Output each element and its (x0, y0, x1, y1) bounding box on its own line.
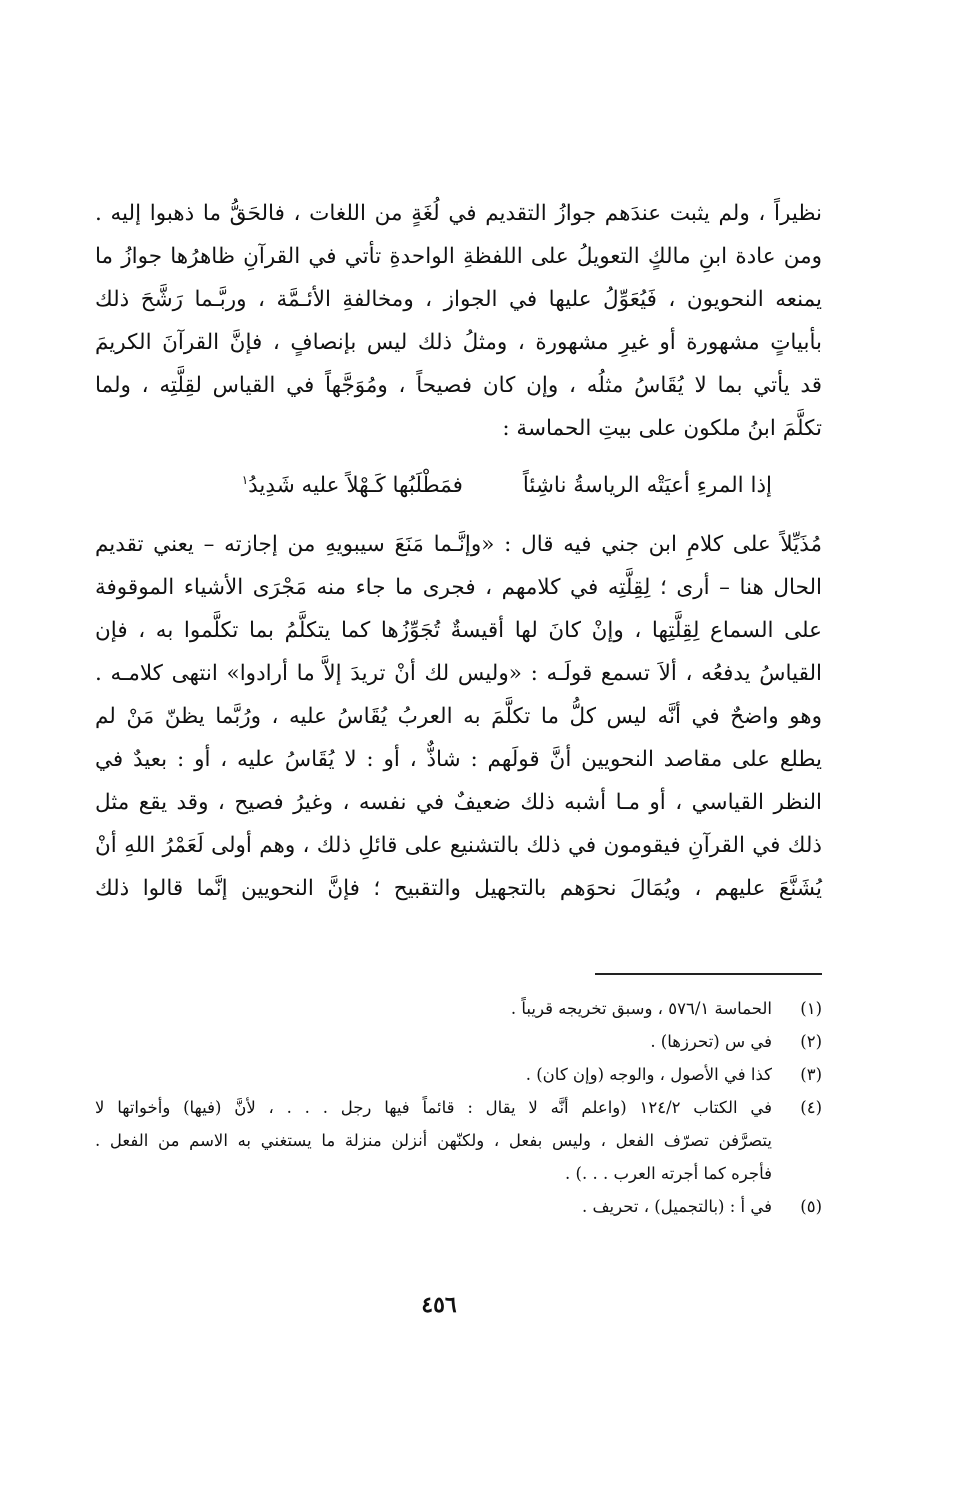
footnote (95, 1058, 822, 1091)
footnote-line: يتصرَّفن تصرّف الفعل ، وليس بفعل ، ولكنّهن أنزلن منزلة ما يستغني به الاسم من الفعل . (95, 1131, 772, 1150)
text-line: يطلع على مقاصد النحويين أنَّ قولَهم : شاذٌّ ، أو : لا يُقَاسُ عليه ، أو : بعيدٌ في (95, 747, 822, 772)
footnote-text (95, 1058, 772, 1091)
footnote-number: (٢) (800, 1032, 822, 1051)
text-line (95, 609, 822, 652)
footnote-number: (٣) (800, 1065, 822, 1084)
text-line: قد يأتي بما لا يُقَاسُ مثلُه ، وإن كان فصيحاً ، ومُوَجَّهاً في القياس لقِلَّتِه ، ولما (95, 373, 822, 398)
footnote-line: في الكتاب ١٢٤/٢ (واعلم أنَّه لا يقال : قائماً فيها رجل . . . ، لأنَّ (فيها) وأخواتها لا (95, 1098, 772, 1117)
footnote-text (95, 992, 772, 1025)
text-line: القياسُ يدفعُه ، ألاَ تسمع قولَـه : «وليس لك أنْ تريدَ إلاَّ ما أرادوا» انتهى كلامـه . (95, 661, 822, 686)
footnote-text (95, 1025, 772, 1058)
text-line-content: على السماع لِقِلَّتِها ، وإنْ كانَ لها أقيسةٌ تُجَوِّزُها كما يتكلَّمُ بما تكلَّموا به ، فإن (95, 618, 822, 643)
footnote-number: (٤) (800, 1098, 822, 1117)
footnote-line: فأجره كما أجرته العرب . . .) . (565, 1164, 772, 1183)
text-line: يمنعه النحويون ، فَيُعَوِّلُ عليها في الجواز ، ومخالفةِ الأئـمَّة ، وربَّـما رَشَّحَ ذلك (95, 287, 822, 312)
text-line: النظر القياسي ، أو مـا أشبه ذلك ضعيفٌ في نفسه ، وغيرُ فصيح ، وقد يقع مثل (95, 790, 822, 815)
text-line: ومن عادة ابنِ مالكٍ التعويلُ على اللفظةِ الواحدةِ تأتي في القرآنِ ظاهرُها جوازُ ما (95, 244, 822, 269)
verse-second-hemistich-text: فمَطْلَبُها كَـهْلاً عليه شَدِيدُ (248, 473, 463, 498)
verse-second-hemistich (242, 464, 463, 507)
footnote (95, 1025, 822, 1058)
footnote-line: كذا في الأصول ، والوجه (وإن كان) . (525, 1065, 772, 1084)
footnote-line: في أ : (بالتجميل) ، تحريف . (581, 1197, 772, 1216)
footnote-line: في س (تحرزها) . (650, 1032, 772, 1051)
text-line: يُشَنَّعَ عليهم ، ويُمَالَ نحوَهم بالتجهيل والتقبيح ؛ فإنَّ النحويين إنَّما قالوا ذلك (95, 876, 822, 901)
main-text (95, 192, 822, 910)
poetry-verse (95, 464, 822, 507)
text-line: نظيراً ، ولم يثبت عندَهم جوازُ التقديم في لُغَةٍ من اللغات ، فالحَقُّ ما ذهبوا إليه . (95, 201, 822, 226)
footnote (95, 992, 822, 1025)
page-number: ٤٥٦ (421, 1292, 457, 1318)
footnote (95, 1190, 822, 1223)
text-line: مُذَيِّلاً على كلامِ ابن جني فيه قال : «وإنَّـما مَنَعَ سيبويهِ من إجازته – يعني تقديم (95, 532, 822, 557)
footnote (95, 1091, 822, 1190)
verse-first-hemistich: إذا المرءِ أعيَتْه الرياسةُ ناشِئاً (522, 473, 772, 498)
footnote-text (95, 1190, 772, 1223)
footnotes (95, 992, 822, 1223)
text-line: تكلَّمَ ابنُ ملكون على بيتِ الحماسة : (502, 416, 822, 441)
footnote-number: (٥) (800, 1197, 822, 1216)
footnote-marker: ١ (241, 472, 249, 487)
text-line: ذلك في القرآنِ فيقومون في ذلك بالتشنيع على قائلِ ذلك ، وهم أولى لَعَمْرُ اللهِ أنْ (95, 833, 822, 858)
footnote-line: الحماسة ٥٧٦/١ ، وسبق تخريجه قريباً . (510, 999, 772, 1018)
footnote-number: (١) (800, 999, 822, 1018)
footnote-text (95, 1091, 772, 1190)
text-line: بأبياتٍ مشهورة أو غيرِ مشهورة ، ومثلُ ذلك ليس بإنصافٍ ، فإنَّ القرآنَ الكريمَ (95, 330, 822, 355)
text-line: الحال هنا – أرى ؛ لِقِلَّتِه في كلامهم ، فجرى ما جاء منه مَجْرَى الأشياء الموقوفة (95, 575, 822, 600)
footnote-separator (595, 973, 822, 975)
text-line: وهو واضحٌ في أنَّه ليس كلُّ ما تكلَّمَ به العربُ يُقَاسُ عليه ، ورُبَّما يظنّ مَنْ لم (95, 704, 822, 729)
